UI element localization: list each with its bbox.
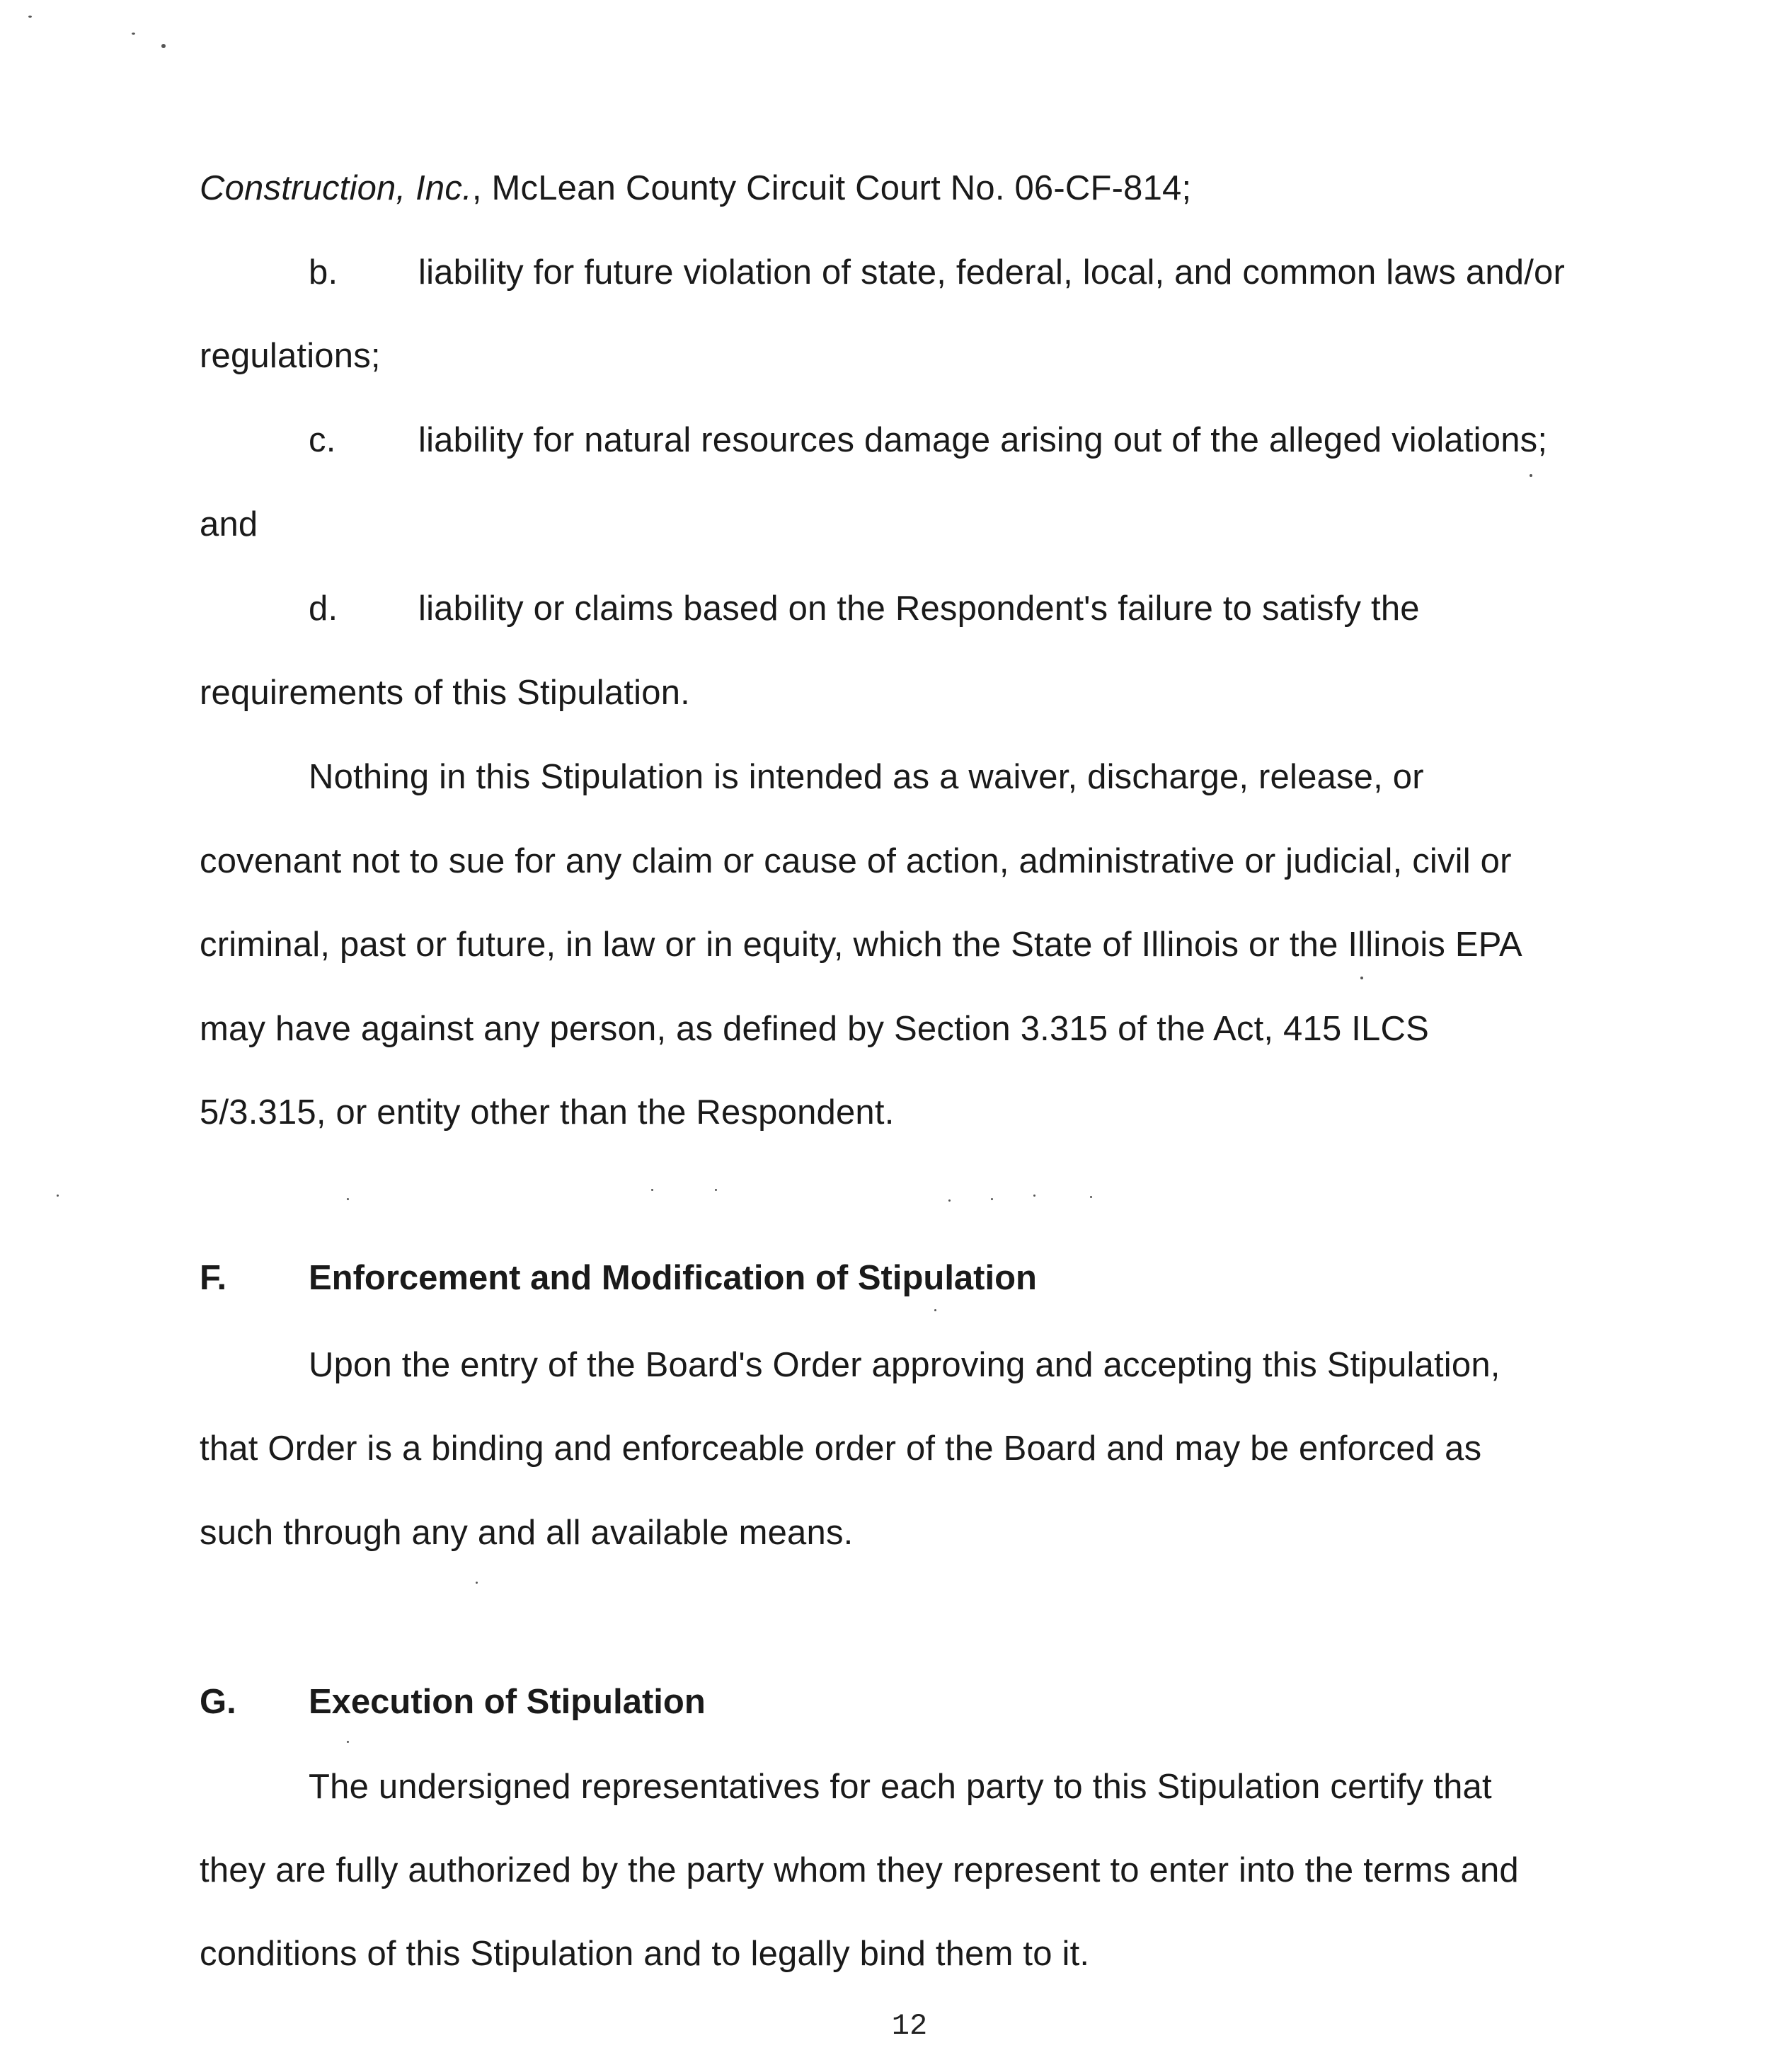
- page-number: 12: [891, 2009, 928, 2043]
- list-item-text-d: liability or claims based on the Respondent's failure to satisfy the: [418, 589, 1420, 628]
- scan-speck: [28, 16, 32, 18]
- opening-line: [200, 167, 1191, 209]
- case-name-italic: Construction, Inc.: [200, 169, 472, 207]
- scan-speck: [1530, 474, 1532, 477]
- section-g-title: Execution of Stipulation: [309, 1683, 706, 1721]
- scan-speck: [991, 1198, 993, 1200]
- section-f-title: Enforcement and Modification of Stipulation: [309, 1259, 1037, 1297]
- scan-speck: [476, 1582, 478, 1584]
- paragraph-line: covenant not to sue for any claim or cause of action, administrative or judicial, civil or: [200, 842, 1512, 880]
- list-item-label-d: d.: [309, 589, 338, 628]
- paragraph-line: 5/3.315, or entity other than the Respondent.: [200, 1093, 895, 1132]
- scan-speck: [57, 1195, 59, 1197]
- section-f-line: Upon the entry of the Board's Order approving and accepting this Stipulation,: [309, 1346, 1501, 1384]
- scan-speck: [715, 1189, 717, 1191]
- section-f-line: such through any and all available means.: [200, 1514, 854, 1552]
- section-f-line: that Order is a binding and enforceable order of the Board and may be enforced as: [200, 1429, 1482, 1468]
- section-g-line: conditions of this Stipulation and to legally bind them to it.: [200, 1935, 1090, 1973]
- case-citation: , McLean County Circuit Court No. 06-CF-814;: [471, 169, 1192, 207]
- section-g-line: The undersigned representatives for each party to this Stipulation certify that: [309, 1768, 1492, 1806]
- paragraph-line: Nothing in this Stipulation is intended as a waiver, discharge, release, or: [309, 758, 1424, 796]
- scan-speck: [934, 1309, 936, 1311]
- section-f-letter: F.: [200, 1259, 227, 1297]
- list-item-label-c: c.: [309, 421, 336, 459]
- list-item-text-b: liability for future violation of state, federal, local, and common laws and/or: [418, 253, 1565, 292]
- list-item-label-b: b.: [309, 253, 338, 292]
- scan-speck: [1360, 977, 1363, 979]
- scan-speck: [1033, 1195, 1035, 1197]
- paragraph-line: criminal, past or future, in law or in equity, which the State of Illinois or the Illinois EPA: [200, 926, 1522, 964]
- scan-speck: [132, 33, 135, 35]
- scan-speck: [1090, 1196, 1092, 1198]
- scan-speck: [347, 1741, 349, 1743]
- scan-speck: [161, 44, 166, 48]
- list-item-continuation-d: requirements of this Stipulation.: [200, 674, 690, 712]
- scan-speck: [651, 1189, 653, 1191]
- scan-speck: [347, 1198, 349, 1200]
- section-g-line: they are fully authorized by the party whom they represent to enter into the terms and: [200, 1851, 1519, 1889]
- scan-speck: [948, 1199, 951, 1202]
- paragraph-line: may have against any person, as defined by Section 3.315 of the Act, 415 ILCS: [200, 1010, 1429, 1048]
- section-g-letter: G.: [200, 1683, 236, 1721]
- list-item-continuation-b: regulations;: [200, 337, 381, 375]
- list-item-continuation-c: and: [200, 505, 258, 543]
- list-item-text-c: liability for natural resources damage arising out of the alleged violations;: [418, 421, 1548, 459]
